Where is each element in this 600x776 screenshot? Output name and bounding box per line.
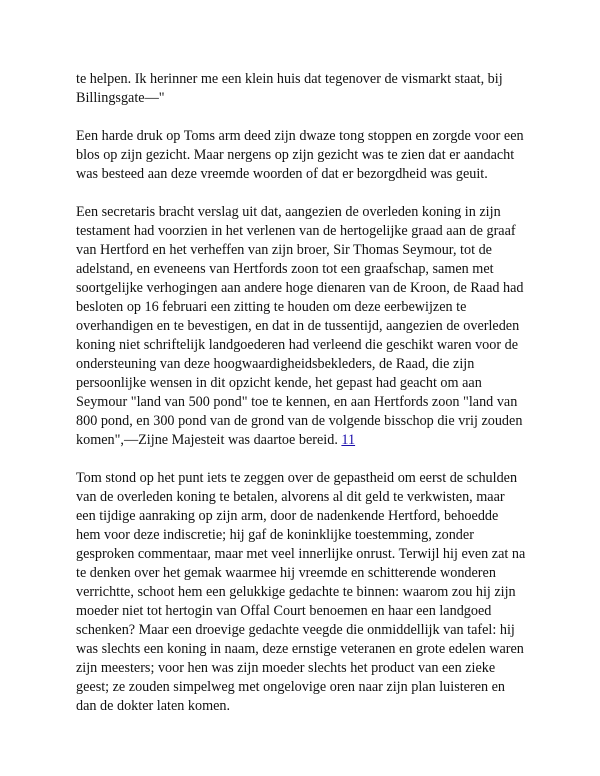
paragraph-3-text: Een secretaris bracht verslag uit dat, aangezien de overleden koning in zijn testament had voorzien in het verlenen van de hertogelijke graad aan de graaf van Hertford en het verheffen van zijn broer, Sir Thomas Seymour, tot de adelstand, en eveneens van Hertfords zoon tot een graafschap, samen met soortgelijke verhogingen aan andere hoge dienaren van de Kroon, de Raad had besloten op 16 februari een zitting te houden om deze eerbewijzen te overhandigen en te bevestigen, en dat in de tussentijd, aangezien de overleden koning niet schriftelijk landgoederen had verleend die geschikt waren voor de ondersteuning van deze hoogwaardigheidsbekleders, de Raad, die zijn persoonlijke wensen in dit opzicht kende, het gepast had geacht om aan Seymour "land van 500 pond" toe te kennen, en aan Hertfords zoon "land van 800 pond, en 300 pond van de grond van de volgende bisschop die vrij zouden komen",—Zijne Majesteit was daartoe bereid. — [76, 204, 524, 448]
paragraph-1 — [76, 70, 526, 108]
paragraph-4-text: Tom stond op het punt iets te zeggen over de gepastheid om eerst de schulden van de overleden koning te betalen, alvorens al dit geld te verkwisten, maar een tijdige aanraking op zijn arm, door de nadenkende Hertford, behoedde hem voor deze indiscretie; hij gaf de koninklijke toestemming, zonder gesproken commentaar, maar met veel innerlijke onrust. Terwijl hij even zat na te denken over het gemak waarmee hij vreemde en schitterende wonderen verrichtte, schoot hem een gelukkige gedachte te binnen: waarom zou hij zijn moeder niet tot hertogin van Offal Court benoemen en haar een landgoed schenken? Maar een droevige gedachte veegde die onmiddellijk van tafel: hij was slechts een koning in naam, deze ernstige veteranen en grote edelen waren zijn meesters; voor hen was zijn moeder slechts het product van een zieke geest; ze zouden simpelweg met ongelovige oren naar zijn plan luisteren en dan de dokter laten komen. — [76, 470, 526, 714]
paragraph-2 — [76, 127, 526, 184]
paragraph-4 — [76, 469, 526, 716]
footnote-link-11[interactable]: 11 — [341, 432, 356, 448]
paragraph-1-text: te helpen. Ik herinner me een klein huis dat tegenover de vismarkt staat, bij Billingsgate—" — [76, 71, 503, 106]
paragraph-3 — [76, 203, 526, 450]
paragraph-2-text: Een harde druk op Toms arm deed zijn dwaze tong stoppen en zorgde voor een blos op zijn gezicht. Maar nergens op zijn gezicht was te zien dat er aandacht was besteed aan deze vreemde woorden of dat er bezorgdheid was geuit. — [76, 128, 524, 182]
document-page — [76, 70, 526, 735]
